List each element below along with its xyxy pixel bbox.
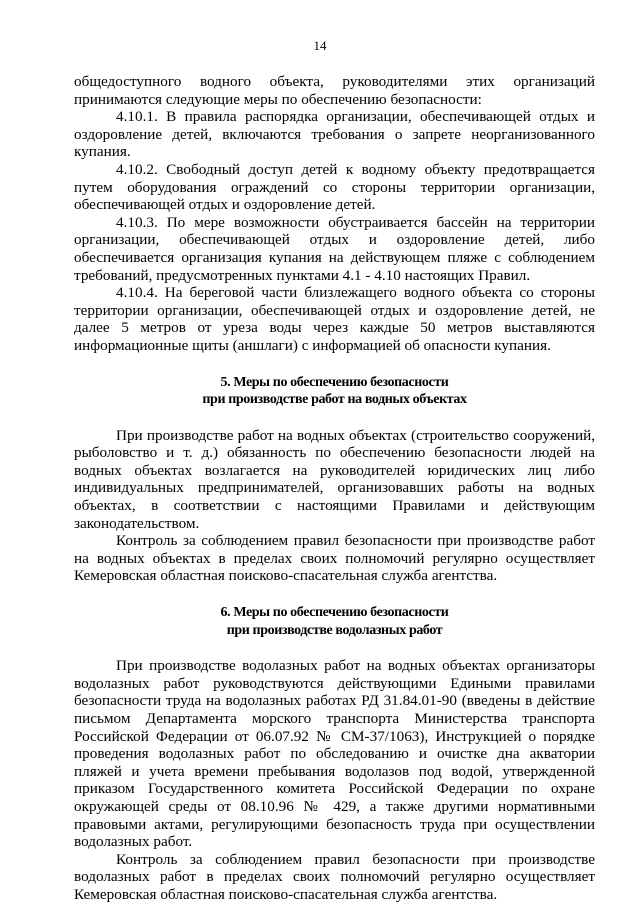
section-6-heading [74, 604, 595, 639]
paragraph-4-10-1: 4.10.1. В правила распорядка организации, обеспечивающей отдых и оздоровление детей, включаются требования о запрете неорганизованного купания. [74, 108, 595, 161]
section-6-paragraph-1: При производстве водолазных работ на водных объектах организаторы водолазных работ руководствуются действующими Едиными правилами безопасности труда на водолазных работах РД 31.84.01-90 (введены в действие письмом Департамента морского транспорта Министерства транспорта Российской Федерации от 06.07.92 № СМ-37/1063), Инструкцией о порядке проведения водолазных работ по обследованию и очистке дна акватории пляжей и учета времени пребывания водолазов под водой, утвержденной приказом Государственного комитета Российской Федерации по охране окружающей среды от 08.10.96 № 429, а также другими нормативными правовыми актами, регулирующими безопасность труда при осуществлении водолазных работ. [74, 657, 595, 851]
page-number: 14 [313, 38, 327, 53]
paragraph-4-10-3: 4.10.3. По мере возможности обустраивается бассейн на территории организации, обеспечивающей отдых и оздоровление детей, либо обеспечивается организация купания на действующем пляже с соблюдением требований, предусмотренных пунктами 4.1 - 4.10 настоящих Правил. [74, 213, 595, 284]
section-6-paragraph-2: Контроль за соблюдением правил безопасности при производстве водолазных работ в пределах своих полномочий регулярно осуществляет Кемеровская областная поисково-спасательная служба агентства. [74, 850, 595, 903]
section-5-heading-line-2: при производстве работ на водных объектах [202, 392, 467, 408]
section-5-paragraph-1: При производстве работ на водных объектах (строительство сооружений, рыболовство и т. д.) обязанность по обеспечению безопасности людей на водных объектах возлагается на руководителей юридических лиц либо индивидуальных предпринимателей, организовавших работы на водных объектах, в соответствии с настоящими Правилами и действующим законодательством. [74, 426, 595, 532]
spacer [74, 355, 595, 374]
paragraph-4-10-4: 4.10.4. На береговой части близлежащего водного объекта со стороны территории организации, обеспечивающей отдых и оздоровление детей, не далее 5 метров от уреза воды через каждые 50 метров выставляются информационные щиты (аншлаги) с информацией об опасности купания. [74, 284, 595, 354]
section-5-heading-line-1: 5. Меры по обеспечению безопасности [220, 374, 449, 390]
paragraph-continuation: общедоступного водного объекта, руководителями этих организаций принимаются следующие меры по обеспечению безопасности: [74, 73, 595, 108]
paragraph-4-10-2: 4.10.2. Свободный доступ детей к водному объекту предотвращается путем оборудования ограждений со стороны территории организации, обеспечивающей отдых и оздоровление детей. [74, 160, 595, 214]
spacer [74, 639, 595, 657]
section-5-paragraph-2: Контроль за соблюдением правил безопасности при производстве работ на водных объектах в пределах своих полномочий регулярно осуществляет Кемеровская областная поисково-спасательная служба агентства. [74, 532, 595, 585]
spacer [74, 409, 595, 427]
section-6-heading-line-1: 6. Меры по обеспечению безопасности [220, 605, 449, 621]
document-body [74, 73, 595, 904]
spacer [74, 585, 595, 604]
section-6-heading-line-2: при производстве водолазных работ [226, 622, 443, 638]
section-5-heading [74, 374, 595, 409]
